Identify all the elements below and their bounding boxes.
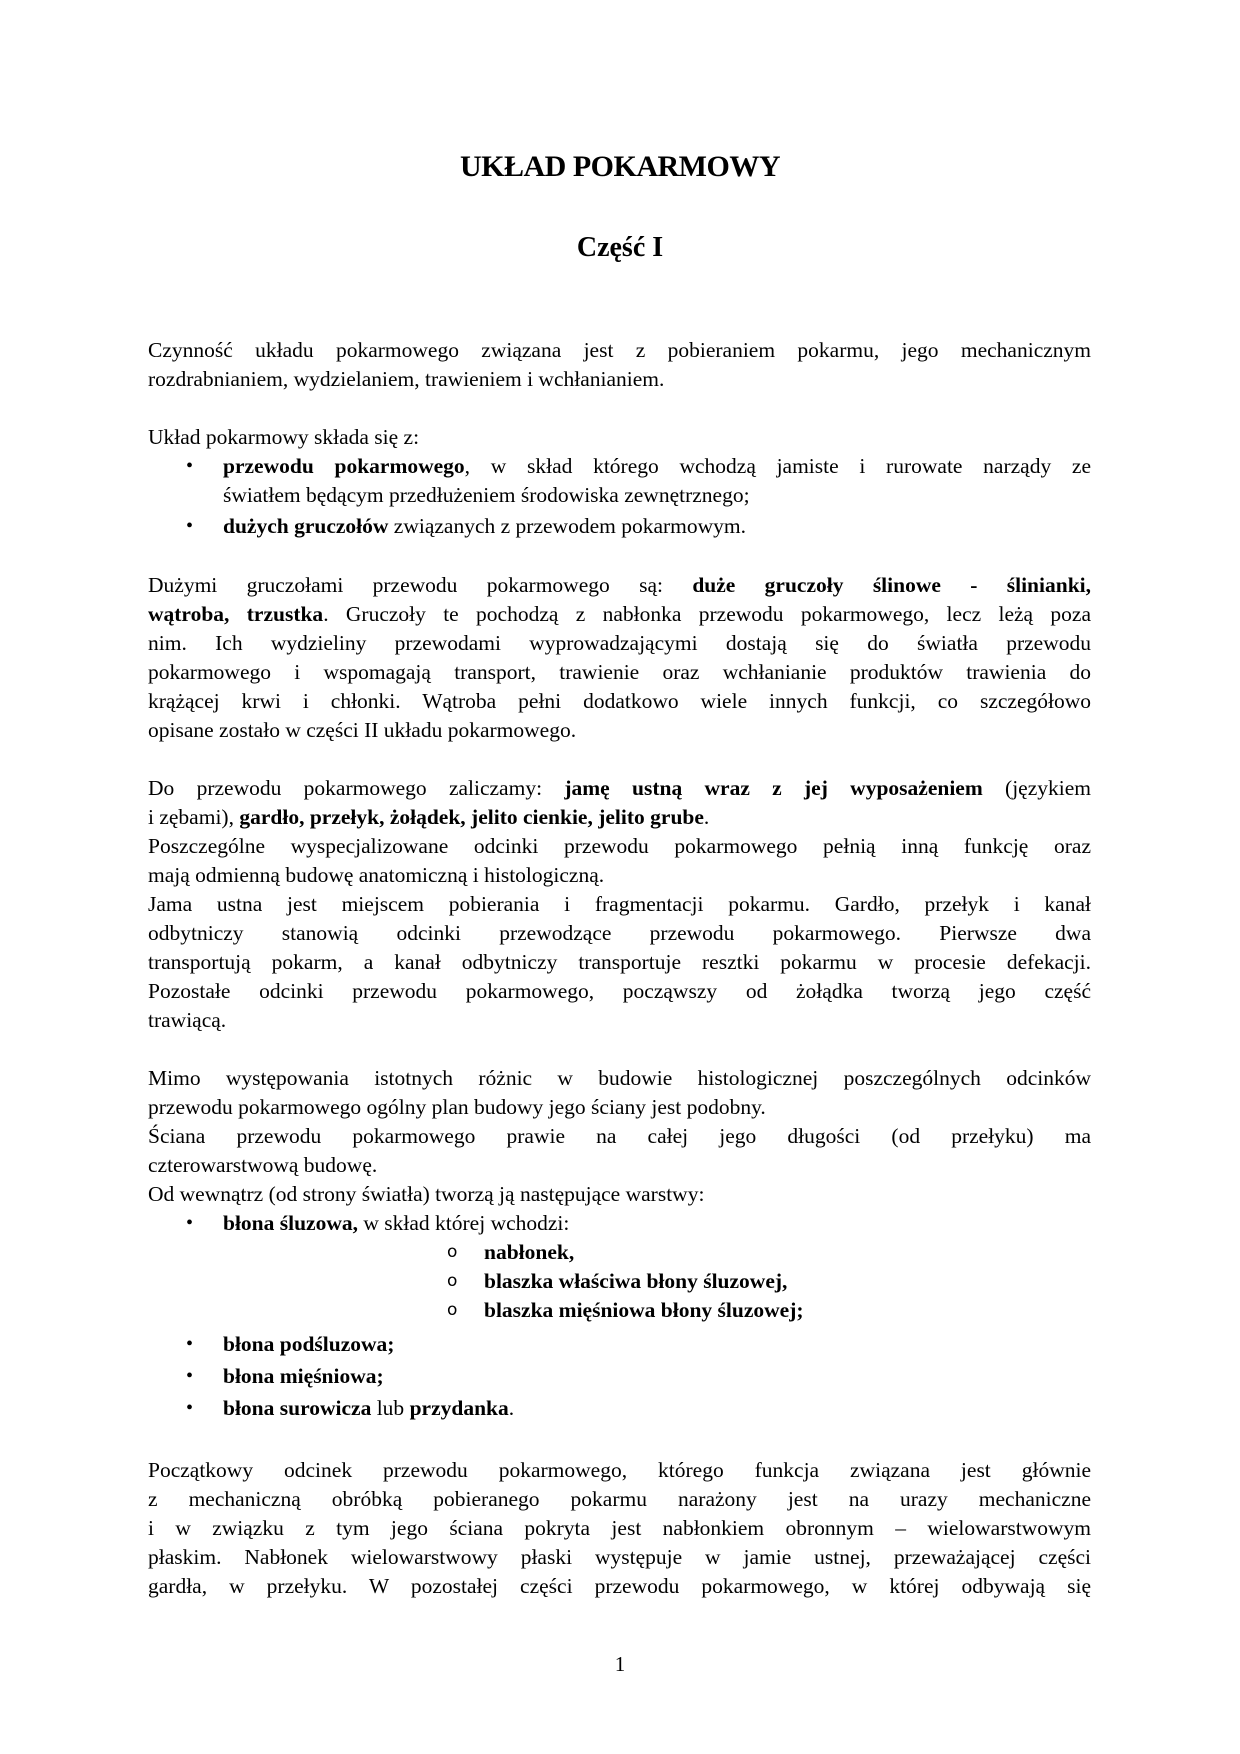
page-number: 1 <box>614 1652 626 1676</box>
list-item-text: związanych z przewodem pokarmowym. <box>388 514 747 538</box>
paragraph-line: Układ pokarmowy składa się z: <box>148 425 420 449</box>
bullet-icon: • <box>186 1212 194 1234</box>
bold-text: błona podśluzowa; <box>223 1332 395 1356</box>
list-item <box>223 1330 394 1359</box>
bold-text: wątroba, trzustka <box>148 602 324 626</box>
bullet-icon: • <box>186 1333 194 1355</box>
circle-bullet-icon: o <box>447 1271 458 1291</box>
list-item <box>223 1394 514 1423</box>
bullet-icon: • <box>186 455 194 477</box>
list-item <box>223 512 746 541</box>
paragraph-line: Początkowy odcinek przewodu pokarmowego, którego funkcja związana jest głównie <box>148 1458 1091 1482</box>
paragraph-line <box>148 803 1091 832</box>
bold-text: nabłonek, <box>484 1240 575 1264</box>
list-item <box>223 1209 569 1238</box>
circle-bullet-icon: o <box>447 1242 458 1262</box>
paragraph-line: z mechaniczną obróbką pobieranego pokarmu narażony jest na urazy mechaniczne <box>148 1487 1091 1511</box>
paragraph-line: pokarmowego i wspomagają transport, trawienie oraz wchłanianie produktów trawienia do <box>148 660 1091 684</box>
sub-list-item <box>484 1296 804 1325</box>
paragraph-line: i w związku z tym jego ściana pokryta jest nabłonkiem obronnym – wielowarstwowym <box>148 1516 1091 1540</box>
paragraph-line: płaskim. Nabłonek wielowarstwowy płaski występuje w jamie ustnej, przeważającej części <box>148 1545 1091 1569</box>
text: lub <box>371 1396 410 1420</box>
paragraph-line: czterowarstwową budowę. <box>148 1153 378 1177</box>
document-title: UKŁAD POKARMOWY <box>460 150 780 183</box>
sub-list-item <box>484 1238 574 1267</box>
bullet-icon: • <box>186 515 194 537</box>
bold-text: jamę ustną wraz z jej wyposażeniem <box>564 776 983 800</box>
text: i zębami), <box>148 805 240 829</box>
paragraph-line: mają odmienną budowę anatomiczną i histologiczną. <box>148 863 605 887</box>
text: . <box>508 1396 515 1420</box>
bullet-icon: • <box>186 1397 194 1419</box>
paragraph-line <box>148 571 1091 600</box>
text: (językiem <box>982 776 1092 800</box>
paragraph-line: opisane zostało w części II układu pokarmowego. <box>148 718 577 742</box>
list-item-bold: dużych gruczołów <box>223 514 389 538</box>
paragraph-line: transportują pokarm, a kanał odbytniczy transportuje resztki pokarmu w procesie defekacji. <box>148 950 1091 974</box>
text: . <box>703 805 710 829</box>
text: w skład której wchodzi: <box>358 1211 570 1235</box>
bold-text: przydanka <box>409 1396 509 1420</box>
paragraph-line <box>148 600 1091 629</box>
bullet-icon: • <box>186 1365 194 1387</box>
bold-text: duże gruczoły ślinowe - ślinianki, <box>692 573 1091 597</box>
paragraph-line: nim. Ich wydzieliny przewodami wyprowadzającymi dostają się do światła przewodu <box>148 631 1091 655</box>
paragraph-line: trawiącą. <box>148 1008 227 1032</box>
paragraph-line: rozdrabnianiem, wydzielaniem, trawieniem i wchłanianiem. <box>148 367 665 391</box>
list-item <box>223 1362 384 1391</box>
paragraph-line: odbytniczy stanowią odcinki przewodzące przewodu pokarmowego. Pierwsze dwa <box>148 921 1091 945</box>
bold-text: błona mięśniowa; <box>223 1364 384 1388</box>
paragraph-line <box>148 774 1091 803</box>
circle-bullet-icon: o <box>447 1300 458 1320</box>
bold-text: błona surowicza <box>223 1396 372 1420</box>
paragraph-line: Ściana przewodu pokarmowego prawie na całej jego długości (od przełyku) ma <box>148 1124 1091 1148</box>
bold-text: błona śluzowa, <box>223 1211 359 1235</box>
paragraph-line: Mimo występowania istotnych różnic w budowie histologicznej poszczególnych odcinków <box>148 1066 1091 1090</box>
paragraph-line: Pozostałe odcinki przewodu pokarmowego, począwszy od żołądka tworzą jego część <box>148 979 1091 1003</box>
list-item-continuation: światłem będącym przedłużeniem środowiska zewnętrznego; <box>223 483 750 507</box>
sub-list-item <box>484 1267 787 1296</box>
paragraph-line: przewodu pokarmowego ogólny plan budowy jego ściany jest podobny. <box>148 1095 766 1119</box>
document-subtitle: Część I <box>576 232 664 263</box>
list-item-text: , w skład którego wchodzą jamiste i rurowate narządy ze <box>464 454 1091 478</box>
bold-text: gardło, przełyk, żołądek, jelito cienkie, jelito grube <box>239 805 704 829</box>
bold-text: blaszka właściwa błony śluzowej, <box>484 1269 788 1293</box>
paragraph-line: gardła, w przełyku. W pozostałej części przewodu pokarmowego, w której odbywają się <box>148 1574 1091 1598</box>
text: Dużymi gruczołami przewodu pokarmowego są: <box>148 573 693 597</box>
paragraph-line: krążącej krwi i chłonki. Wątroba pełni dodatkowo wiele innych funkcji, co szczegółowo <box>148 689 1091 713</box>
paragraph-line: Czynność układu pokarmowego związana jest z pobieraniem pokarmu, jego mechanicznym <box>148 338 1091 362</box>
list-item-bold: przewodu pokarmowego <box>223 454 465 478</box>
list-item <box>223 452 1091 481</box>
paragraph-line: Jama ustna jest miejscem pobierania i fragmentacji pokarmu. Gardło, przełyk i kanał <box>148 892 1091 916</box>
bold-text: blaszka mięśniowa błony śluzowej; <box>484 1298 804 1322</box>
paragraph-line: Poszczególne wyspecjalizowane odcinki przewodu pokarmowego pełnią inną funkcję oraz <box>148 834 1091 858</box>
text: . Gruczoły te pochodzą z nabłonka przewodu pokarmowego, lecz leżą poza <box>323 602 1092 626</box>
text: Do przewodu pokarmowego zaliczamy: <box>148 776 565 800</box>
paragraph-line: Od wewnątrz (od strony światła) tworzą ją następujące warstwy: <box>148 1182 705 1206</box>
